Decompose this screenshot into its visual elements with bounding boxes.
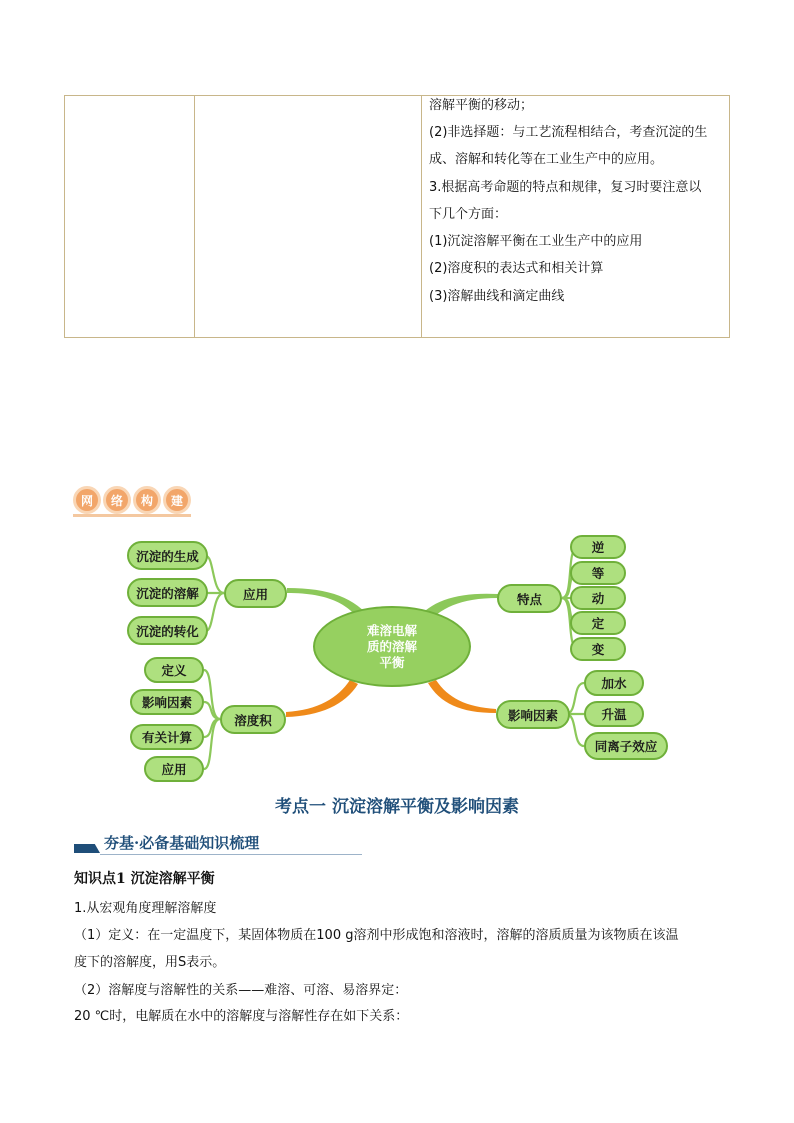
table-line: (2)溶度积的表达式和相关计算	[429, 261, 604, 277]
paragraph: 1.从宏观角度理解溶解度	[74, 901, 217, 916]
node-ksp-item: 定义	[144, 657, 204, 683]
node-trait-item: 等	[570, 561, 626, 585]
branch-factors	[428, 680, 496, 713]
table-line: 溶解平衡的移动；	[429, 98, 534, 113]
mindmap-center-node	[313, 606, 471, 687]
table-line: (3)溶解曲线和滴定曲线	[429, 288, 565, 304]
link	[206, 593, 224, 631]
node-factor-item: 同离子效应	[584, 732, 668, 760]
node-factor-item: 升温	[584, 701, 644, 727]
knowledge-point-title: 知识点1 沉淀溶解平衡	[74, 871, 215, 887]
link	[206, 556, 224, 593]
band-underline	[100, 854, 362, 855]
table-line: 3.根据高考命题的特点和规律，复习时要注意以	[429, 179, 702, 195]
table-divider	[421, 96, 422, 337]
badge-char: 建	[163, 486, 191, 514]
table-line: 成、溶解和转化等在工业生产中的应用。	[429, 152, 664, 168]
table-divider	[194, 96, 195, 337]
badge-char: 网	[73, 486, 101, 514]
node-trait-item: 变	[570, 637, 626, 661]
center-line: 难溶电解	[366, 622, 417, 638]
paragraph: （2）溶解度与溶解性的关系——难溶、可溶、易溶界定：	[74, 983, 408, 998]
paragraph: （1）定义：在一定温度下，某固体物质在100 g溶剂中形成饱和溶液时，溶解的溶质质量为该物质在该温	[74, 928, 679, 943]
center-line: 平衡	[379, 654, 405, 670]
requirements-table	[64, 95, 730, 338]
paragraph: 20 ℃时，电解质在水中的溶解度与溶解性存在如下关系：	[74, 1009, 409, 1024]
badge-char: 络	[103, 486, 131, 514]
table-line: (1)沉淀溶解平衡在工业生产中的应用	[429, 234, 643, 250]
node-ksp: 溶度积	[220, 705, 286, 734]
table-cell-notes	[429, 96, 725, 310]
badge-char: 构	[133, 486, 161, 514]
node-app-item: 沉淀的转化	[127, 616, 208, 645]
node-ksp-item: 影响因素	[130, 689, 204, 715]
node-app-item: 沉淀的生成	[127, 541, 208, 570]
paragraph: 度下的溶解度，用S表示。	[74, 955, 226, 970]
node-trait-item: 定	[570, 611, 626, 635]
node-factors: 影响因素	[496, 700, 570, 729]
network-badge	[73, 486, 191, 516]
node-ksp-item: 有关计算	[130, 724, 204, 750]
table-line: 下几个方面：	[429, 206, 508, 222]
table-line: (2)非选择题：与工艺流程相结合，考查沉淀的生	[429, 125, 708, 140]
node-trait-item: 逆	[570, 535, 626, 559]
node-factor-item: 加水	[584, 670, 644, 696]
node-trait-item: 动	[570, 586, 626, 610]
node-app-item: 沉淀的溶解	[127, 578, 208, 607]
center-line: 质的溶解	[366, 638, 417, 654]
section-band	[74, 830, 364, 856]
section-title: 考点一 沉淀溶解平衡及影响因素	[275, 797, 519, 817]
node-ksp-item: 应用	[144, 756, 204, 782]
branch-ksp	[286, 680, 358, 717]
node-app: 应用	[224, 579, 287, 608]
band-marker	[74, 844, 100, 853]
badge-underline	[73, 514, 191, 517]
band-title: 夯基·必备基础知识梳理	[104, 834, 260, 852]
node-traits: 特点	[497, 584, 562, 613]
